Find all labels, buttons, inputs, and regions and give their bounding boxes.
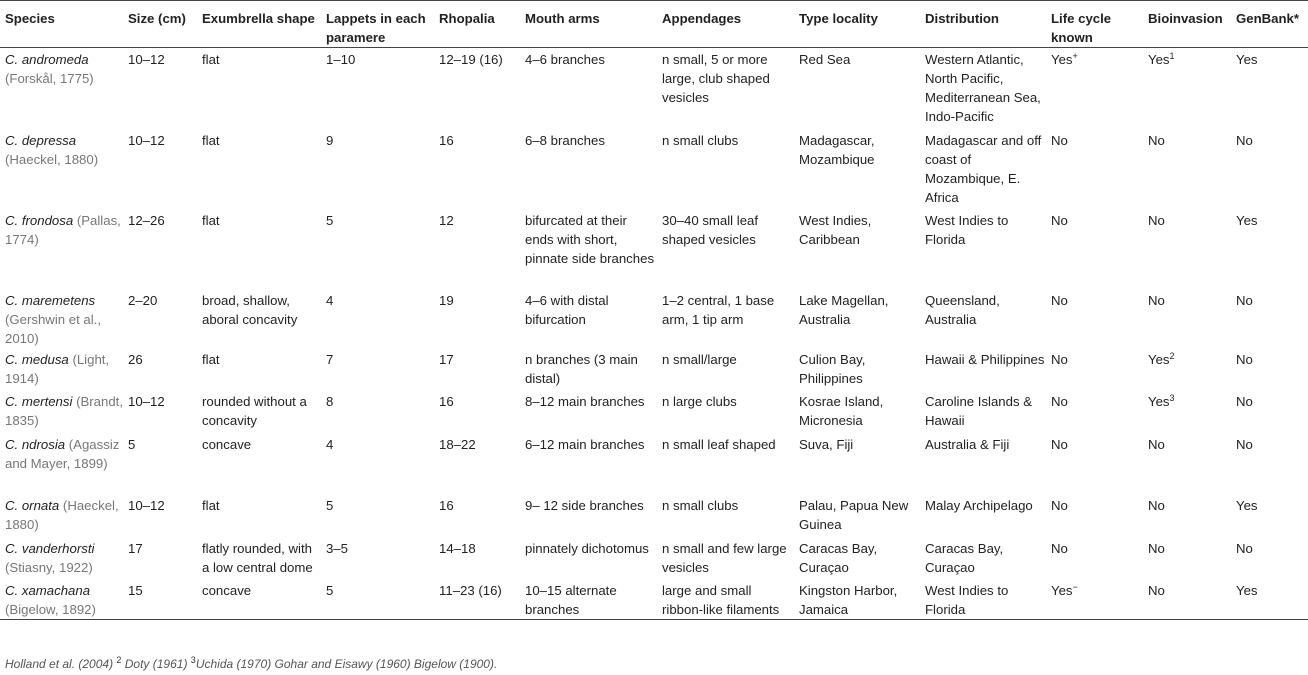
mouth-cell: 4–6 branches: [525, 52, 605, 67]
bioinvasion-value: Yes: [1148, 393, 1170, 409]
appendages-cell: n small, 5 or more large, club shaped vesicles: [662, 52, 770, 105]
lifecycle-value: No: [1051, 351, 1068, 367]
table-row: [0, 494, 1308, 537]
mouth-cell: 4–6 with distal bifurcation: [525, 292, 609, 327]
shape-cell: flat: [202, 132, 220, 148]
bioinvasion-cell: [1143, 390, 1231, 433]
species-cell: [0, 390, 123, 433]
lifecycle-cell: [1046, 494, 1143, 537]
column-header: Type locality: [794, 1, 920, 48]
appendages-cell: n small and few large vesicles: [662, 540, 787, 575]
species-name: C. xamachana: [5, 582, 91, 598]
bioinvasion-value: No: [1148, 212, 1165, 228]
species-cell: [0, 289, 123, 348]
distribution-cell: West Indies to Florida: [920, 579, 1046, 620]
lappets-cell: 9: [326, 132, 334, 148]
species-name: C. depressa: [5, 132, 77, 148]
lifecycle-value: No: [1051, 132, 1068, 148]
appendages-cell: large and small ribbon-like filaments: [657, 579, 794, 620]
species-cell: [0, 579, 123, 620]
species-author: (Haeckel, 1880): [5, 497, 119, 532]
species-cell: [0, 433, 123, 494]
bioinvasion-superscript: 3: [1169, 392, 1175, 403]
genbank-cell: No: [1236, 351, 1253, 367]
bioinvasion-value: No: [1148, 292, 1165, 308]
bioinvasion-cell: [1143, 289, 1231, 348]
appendages-cell: n small clubs: [662, 497, 739, 513]
mouth-cell: 10–15 alternate branches: [520, 579, 657, 620]
size-cell: 5: [128, 436, 136, 452]
lifecycle-superscript: +: [1072, 51, 1078, 61]
species-cell: [0, 537, 123, 579]
distribution-cell: Hawaii & Philippines: [925, 351, 1045, 367]
bioinvasion-value: No: [1148, 132, 1165, 148]
column-header: Exumbrella shape: [197, 1, 321, 48]
genbank-cell: No: [1236, 540, 1253, 556]
distribution-cell: Caroline Islands & Hawaii: [925, 393, 1033, 428]
shape-cell: flat: [202, 52, 220, 67]
lappets-cell: 7: [326, 351, 334, 367]
lifecycle-value: Yes: [1051, 582, 1073, 598]
lappets-cell: 5: [326, 497, 334, 513]
species-name: C. mertensi: [5, 393, 73, 409]
footnote-sup-3: 3: [190, 655, 196, 665]
size-cell: 2–20: [128, 292, 158, 308]
distribution-cell: Western Atlantic, North Pacific, Mediterranean Sea, Indo-Pacific: [925, 52, 1041, 124]
shape-cell: rounded without a concavity: [202, 393, 307, 428]
genbank-cell: No: [1236, 132, 1253, 148]
lappets-cell: 1–10: [326, 52, 356, 67]
size-cell: 10–12: [128, 393, 165, 409]
header-row: [0, 1, 1308, 48]
column-header: GenBank*: [1231, 1, 1308, 48]
bioinvasion-cell: [1143, 579, 1231, 620]
lifecycle-cell: [1046, 289, 1143, 348]
shape-cell: flatly rounded, with a low central dome: [202, 540, 313, 575]
species-author: (Forskål, 1775): [5, 71, 94, 86]
genbank-cell: No: [1236, 292, 1253, 308]
locality-cell: Palau, Papua New Guinea: [799, 497, 909, 532]
bioinvasion-value: No: [1148, 497, 1165, 513]
size-cell: 10–12: [128, 132, 165, 148]
column-header: Life cycle known: [1046, 1, 1143, 48]
mouth-cell: n branches (3 main distal): [525, 351, 638, 386]
appendages-cell: n small leaf shaped: [662, 436, 776, 452]
rhopalia-cell: 12: [439, 212, 454, 228]
locality-cell: Lake Magellan, Australia: [799, 292, 889, 327]
appendages-cell: n small clubs: [662, 132, 739, 148]
lifecycle-value: No: [1051, 393, 1068, 409]
species-cell: [0, 494, 123, 537]
bioinvasion-value: Yes: [1148, 351, 1170, 367]
genbank-cell: No: [1236, 436, 1253, 452]
appendages-cell: 1–2 central, 1 base arm, 1 tip arm: [662, 292, 775, 327]
lifecycle-cell: [1046, 579, 1143, 620]
bioinvasion-cell: [1143, 348, 1231, 390]
shape-cell: concave: [202, 436, 252, 452]
appendages-cell: n large clubs: [662, 393, 737, 409]
distribution-cell: Caracas Bay, Curaçao: [925, 540, 1004, 575]
species-name: C. medusa: [5, 351, 69, 367]
lifecycle-cell: [1046, 209, 1143, 289]
species-author: (Light, 1914): [5, 351, 110, 386]
column-header: Distribution: [920, 1, 1046, 48]
species-cell: [0, 48, 123, 129]
species-author: (Gershwin et al., 2010): [5, 311, 102, 346]
genbank-cell: Yes: [1236, 52, 1258, 67]
size-cell: 10–12: [128, 497, 165, 513]
mouth-cell: bifurcated at their ends with short, pinnate side branches: [525, 212, 655, 266]
species-cell: [0, 348, 123, 390]
locality-cell: Caracas Bay, Curaçao: [799, 540, 878, 575]
genbank-cell: Yes: [1236, 497, 1258, 513]
species-name: C. ornata: [5, 497, 60, 513]
lifecycle-cell: [1046, 129, 1143, 209]
bioinvasion-superscript: 1: [1169, 51, 1175, 61]
lifecycle-superscript: −: [1072, 581, 1078, 592]
mouth-cell: 9– 12 side branches: [525, 497, 644, 513]
bioinvasion-cell: [1143, 494, 1231, 537]
table-row: [0, 433, 1308, 494]
table-row: [0, 289, 1308, 348]
size-cell: 15: [123, 579, 197, 620]
size-cell: 10–12: [128, 52, 165, 67]
distribution-cell: Queensland, Australia: [925, 292, 1000, 327]
lappets-cell: 3–5: [326, 540, 349, 556]
table-body: [0, 48, 1308, 620]
species-author: (Agassiz and Mayer, 1899): [5, 436, 120, 471]
table-row: [0, 348, 1308, 390]
shape-cell: flat: [202, 351, 220, 367]
footnote-part3: Uchida (1970) Gohar and Eisawy (1960) Bigelow (1900).: [195, 657, 498, 671]
size-cell: 17: [128, 540, 143, 556]
species-author: (Haeckel, 1880): [5, 151, 99, 167]
mouth-cell: 6–8 branches: [525, 132, 605, 148]
bioinvasion-cell: [1143, 537, 1231, 579]
lifecycle-value: No: [1051, 540, 1068, 556]
lifecycle-value: No: [1051, 292, 1068, 308]
species-name: C. andromeda: [5, 52, 89, 67]
species-author: (Stiasny, 1922): [5, 559, 93, 575]
distribution-cell: West Indies to Florida: [925, 212, 1009, 247]
lappets-cell: 5: [326, 212, 334, 228]
lappets-cell: 8: [326, 393, 334, 409]
locality-cell: Kingston Harbor, Jamaica: [794, 579, 920, 620]
table-row: [0, 537, 1308, 579]
bioinvasion-value: No: [1148, 436, 1165, 452]
species-author: (Pallas, 1774): [5, 212, 121, 247]
rhopalia-cell: 19: [439, 292, 454, 308]
column-header: Appendages: [657, 1, 794, 48]
column-header: Rhopalia: [434, 1, 520, 48]
bioinvasion-cell: [1143, 209, 1231, 289]
table-row: [0, 129, 1308, 209]
bioinvasion-cell: [1143, 129, 1231, 209]
locality-cell: Madagascar, Mozambique: [799, 132, 875, 167]
locality-cell: Culion Bay, Philippines: [799, 351, 866, 386]
bioinvasion-value: Yes: [1148, 52, 1170, 67]
size-cell: 26: [128, 351, 143, 367]
genbank-cell: Yes: [1231, 579, 1308, 620]
bioinvasion-cell: [1143, 48, 1231, 129]
column-header: Mouth arms: [520, 1, 657, 48]
genbank-cell: Yes: [1236, 212, 1258, 228]
lifecycle-cell: [1046, 537, 1143, 579]
lappets-cell: 4: [326, 436, 334, 452]
species-name: C. ndrosia: [5, 436, 66, 452]
bioinvasion-value: No: [1148, 540, 1165, 556]
lappets-cell: 4: [326, 292, 334, 308]
locality-cell: Suva, Fiji: [799, 436, 854, 452]
table-footnote: [5, 657, 497, 671]
lifecycle-cell: [1046, 390, 1143, 433]
column-header: Size (cm): [123, 1, 197, 48]
bioinvasion-superscript: 2: [1169, 350, 1175, 361]
mouth-cell: 8–12 main branches: [525, 393, 645, 409]
rhopalia-cell: 18–22: [439, 436, 476, 452]
appendages-cell: n small/large: [662, 351, 737, 367]
distribution-cell: Malay Archipelago: [925, 497, 1033, 513]
lifecycle-value: No: [1051, 212, 1068, 228]
locality-cell: Red Sea: [799, 52, 851, 67]
size-cell: 12–26: [128, 212, 165, 228]
footnote-sup-2: 2: [116, 655, 122, 665]
footnote-part2: Doty (1961): [121, 657, 191, 671]
column-header: Lappets in each paramere: [321, 1, 434, 48]
species-name: C. vanderhorsti: [5, 540, 95, 556]
lifecycle-cell: [1046, 433, 1143, 494]
rhopalia-cell: 11–23 (16): [434, 579, 520, 620]
locality-cell: West Indies, Caribbean: [799, 212, 872, 247]
distribution-cell: Australia & Fiji: [925, 436, 1010, 452]
table-row: [0, 390, 1308, 433]
table-row: [0, 209, 1308, 289]
table-row: [0, 48, 1308, 129]
mouth-cell: pinnately dichotomus: [525, 540, 649, 556]
shape-cell: flat: [202, 212, 220, 228]
lifecycle-value: No: [1051, 436, 1068, 452]
column-header: Species: [0, 1, 123, 48]
lifecycle-cell: [1046, 48, 1143, 129]
species-cell: [0, 129, 123, 209]
distribution-cell: Madagascar and off coast of Mozambique, E. Africa: [925, 132, 1042, 205]
locality-cell: Kosrae Island, Micronesia: [799, 393, 884, 428]
species-name: C. frondosa: [5, 212, 74, 228]
shape-cell: flat: [202, 497, 220, 513]
table-row: [0, 579, 1308, 620]
species-name: C. maremetens: [5, 292, 96, 308]
lifecycle-value: No: [1051, 497, 1068, 513]
rhopalia-cell: 16: [439, 132, 454, 148]
rhopalia-cell: 12–19 (16): [439, 52, 503, 67]
mouth-cell: 6–12 main branches: [525, 436, 645, 452]
shape-cell: broad, shallow, aboral concavity: [202, 292, 298, 327]
species-author: (Bigelow, 1892): [5, 601, 96, 617]
shape-cell: concave: [197, 579, 321, 620]
bioinvasion-value: No: [1148, 582, 1165, 598]
rhopalia-cell: 17: [439, 351, 454, 367]
genbank-cell: No: [1236, 393, 1253, 409]
species-author: (Brandt, 1835): [5, 393, 124, 428]
lifecycle-value: Yes: [1051, 52, 1073, 67]
appendages-cell: 30–40 small leaf shaped vesicles: [662, 212, 759, 247]
rhopalia-cell: 16: [439, 497, 454, 513]
footnote-part1: Holland et al. (2004): [5, 657, 117, 671]
column-header: Bioinvasion: [1143, 1, 1231, 48]
species-cell: [0, 209, 123, 289]
rhopalia-cell: 14–18: [439, 540, 476, 556]
lappets-cell: 5: [321, 579, 434, 620]
bioinvasion-cell: [1143, 433, 1231, 494]
lifecycle-cell: [1046, 348, 1143, 390]
rhopalia-cell: 16: [439, 393, 454, 409]
